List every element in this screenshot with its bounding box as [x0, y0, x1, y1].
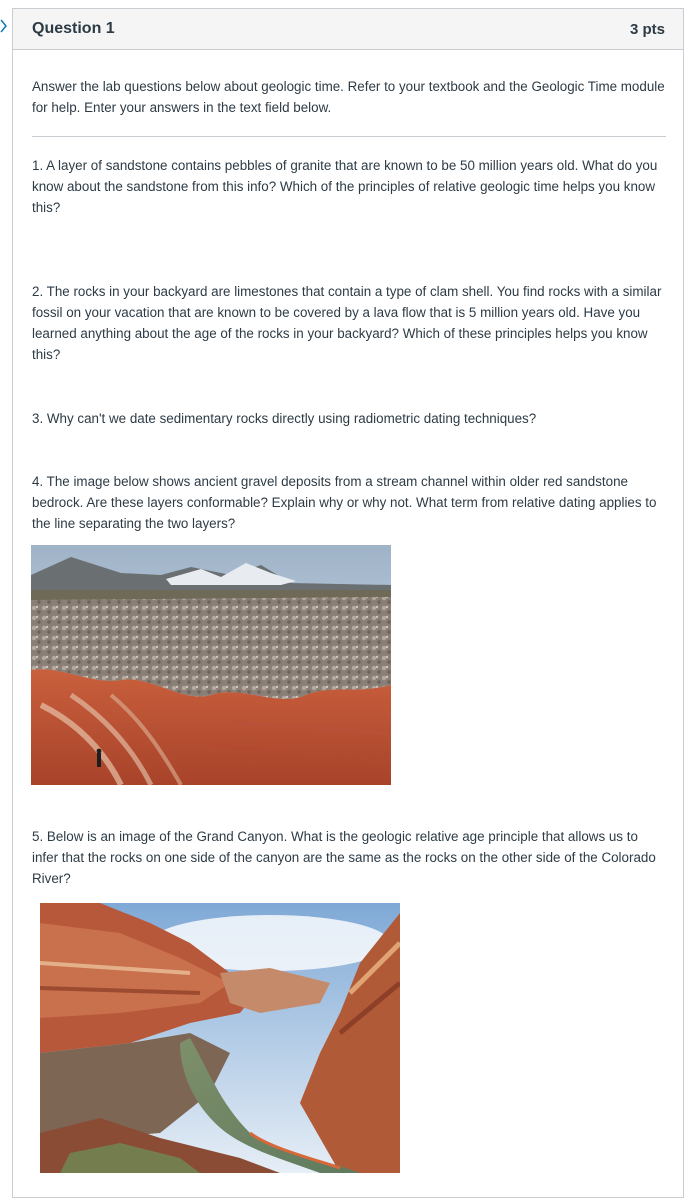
- question-points: 3 pts: [629, 20, 665, 38]
- question-item-4: 4. The image below shows ancient gravel deposits from a stream channel within older red sandstone bedrock. Are these layers conformable? Explain why or why not. What term from relative dating applies to the line separating the two layers?: [32, 474, 657, 531]
- question-header: [13, 9, 683, 50]
- chevron-right-icon[interactable]: [0, 18, 8, 34]
- grand-canyon-photo: [40, 903, 400, 1173]
- divider: [32, 136, 666, 137]
- question-item-3: 3. Why can't we date sedimentary rocks directly using radiometric dating techniques?: [32, 411, 537, 426]
- question-item-2: 2. The rocks in your backyard are limestones that contain a type of clam shell. You find rocks with a similar fossil on your vacation that are known to be covered by a lava flow that is 5 million years old. Have you learned anything about the age of the rocks in your backyard? Which of these principles helps you know this?: [32, 284, 662, 362]
- question-item-5: 5. Below is an image of the Grand Canyon. What is the geologic relative age principle that allows us to infer that the rocks on one side of the canyon are the same as the rocks on the other side of the Colorado River?: [32, 829, 656, 886]
- gravel-deposits-photo: [31, 545, 391, 785]
- question-title: Question 1: [32, 20, 115, 37]
- question-card: [12, 8, 684, 1198]
- question-item-1: 1. A layer of sandstone contains pebbles of granite that are known to be 50 million years old. What do you know about the sandstone from this info? Which of the principles of relative geologic time helps you know this?: [32, 158, 658, 215]
- question-intro: Answer the lab questions below about geologic time. Refer to your textbook and the Geologic Time module for help. Enter your answers in the text field below.: [32, 79, 665, 115]
